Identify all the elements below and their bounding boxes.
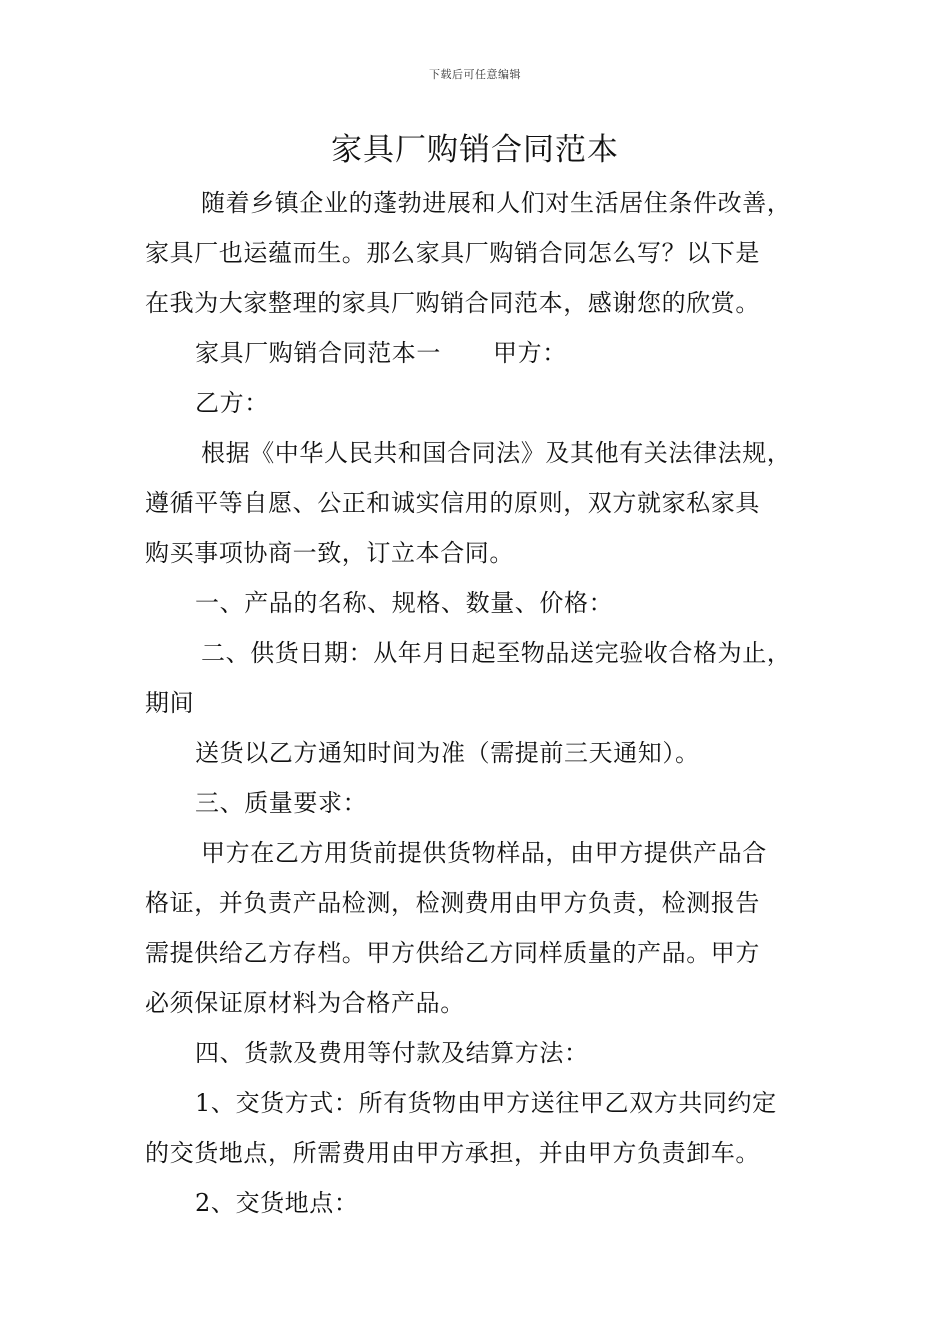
parties-line (145, 328, 845, 378)
section-3-line-1: 甲方在乙方用货前提供货物样品，由甲方提供产品合 (201, 839, 767, 867)
section-3-heading: 三、质量要求： (195, 789, 368, 817)
section-4-item-1-line-1: 1、交货方式：所有货物由甲方送往甲乙双方共同约定 (195, 1089, 777, 1117)
intro-line-1: 随着乡镇企业的蓬勃进展和人们对生活居住条件改善， (201, 189, 792, 217)
basis-line-2: 遵循平等自愿、公正和诚实信用的原则，双方就家私家具 (145, 489, 760, 517)
contract-heading: 家具厂购销合同范本一 (195, 339, 441, 367)
section-4-item-1-line-2: 的交货地点，所需费用由甲方承担，并由甲方负责卸车。 (145, 1139, 760, 1167)
party-b-label: 乙方： (195, 389, 269, 417)
basis-line-1: 根据《中华人民共和国合同法》及其他有关法律法规， (201, 439, 792, 467)
document-body (145, 178, 845, 1228)
document-title: 家具厂购销合同范本 (331, 132, 619, 168)
section-4-item-2: 2、交货地点： (195, 1189, 359, 1217)
party-a-label: 甲方： (493, 339, 567, 367)
intro-line-2: 家具厂也运蕴而生。那么家具厂购销合同怎么写？以下是 (145, 239, 760, 267)
section-3-line-4: 必须保证原材料为合格产品。 (145, 989, 465, 1017)
intro-line-3: 在我为大家整理的家具厂购销合同范本，感谢您的欣赏。 (145, 289, 760, 317)
section-1-heading: 一、产品的名称、规格、数量、价格： (195, 589, 614, 617)
section-2-line-3: 送货以乙方通知时间为准（需提前三天通知）。 (195, 739, 700, 767)
section-3-line-2: 格证，并负责产品检测，检测费用由甲方负责，检测报告 (145, 889, 760, 917)
section-4-heading: 四、货款及费用等付款及结算方法： (195, 1039, 589, 1067)
section-3-line-3: 需提供给乙方存档。甲方供给乙方同样质量的产品。甲方 (145, 939, 760, 967)
section-2-line-1: 二、供货日期：从年月日起至物品送完验收合格为止， (201, 639, 792, 667)
section-2-line-2: 期间 (145, 689, 195, 717)
basis-line-3: 购买事项协商一致，订立本合同。 (145, 539, 514, 567)
header-note: 下载后可任意编辑 (429, 68, 521, 81)
